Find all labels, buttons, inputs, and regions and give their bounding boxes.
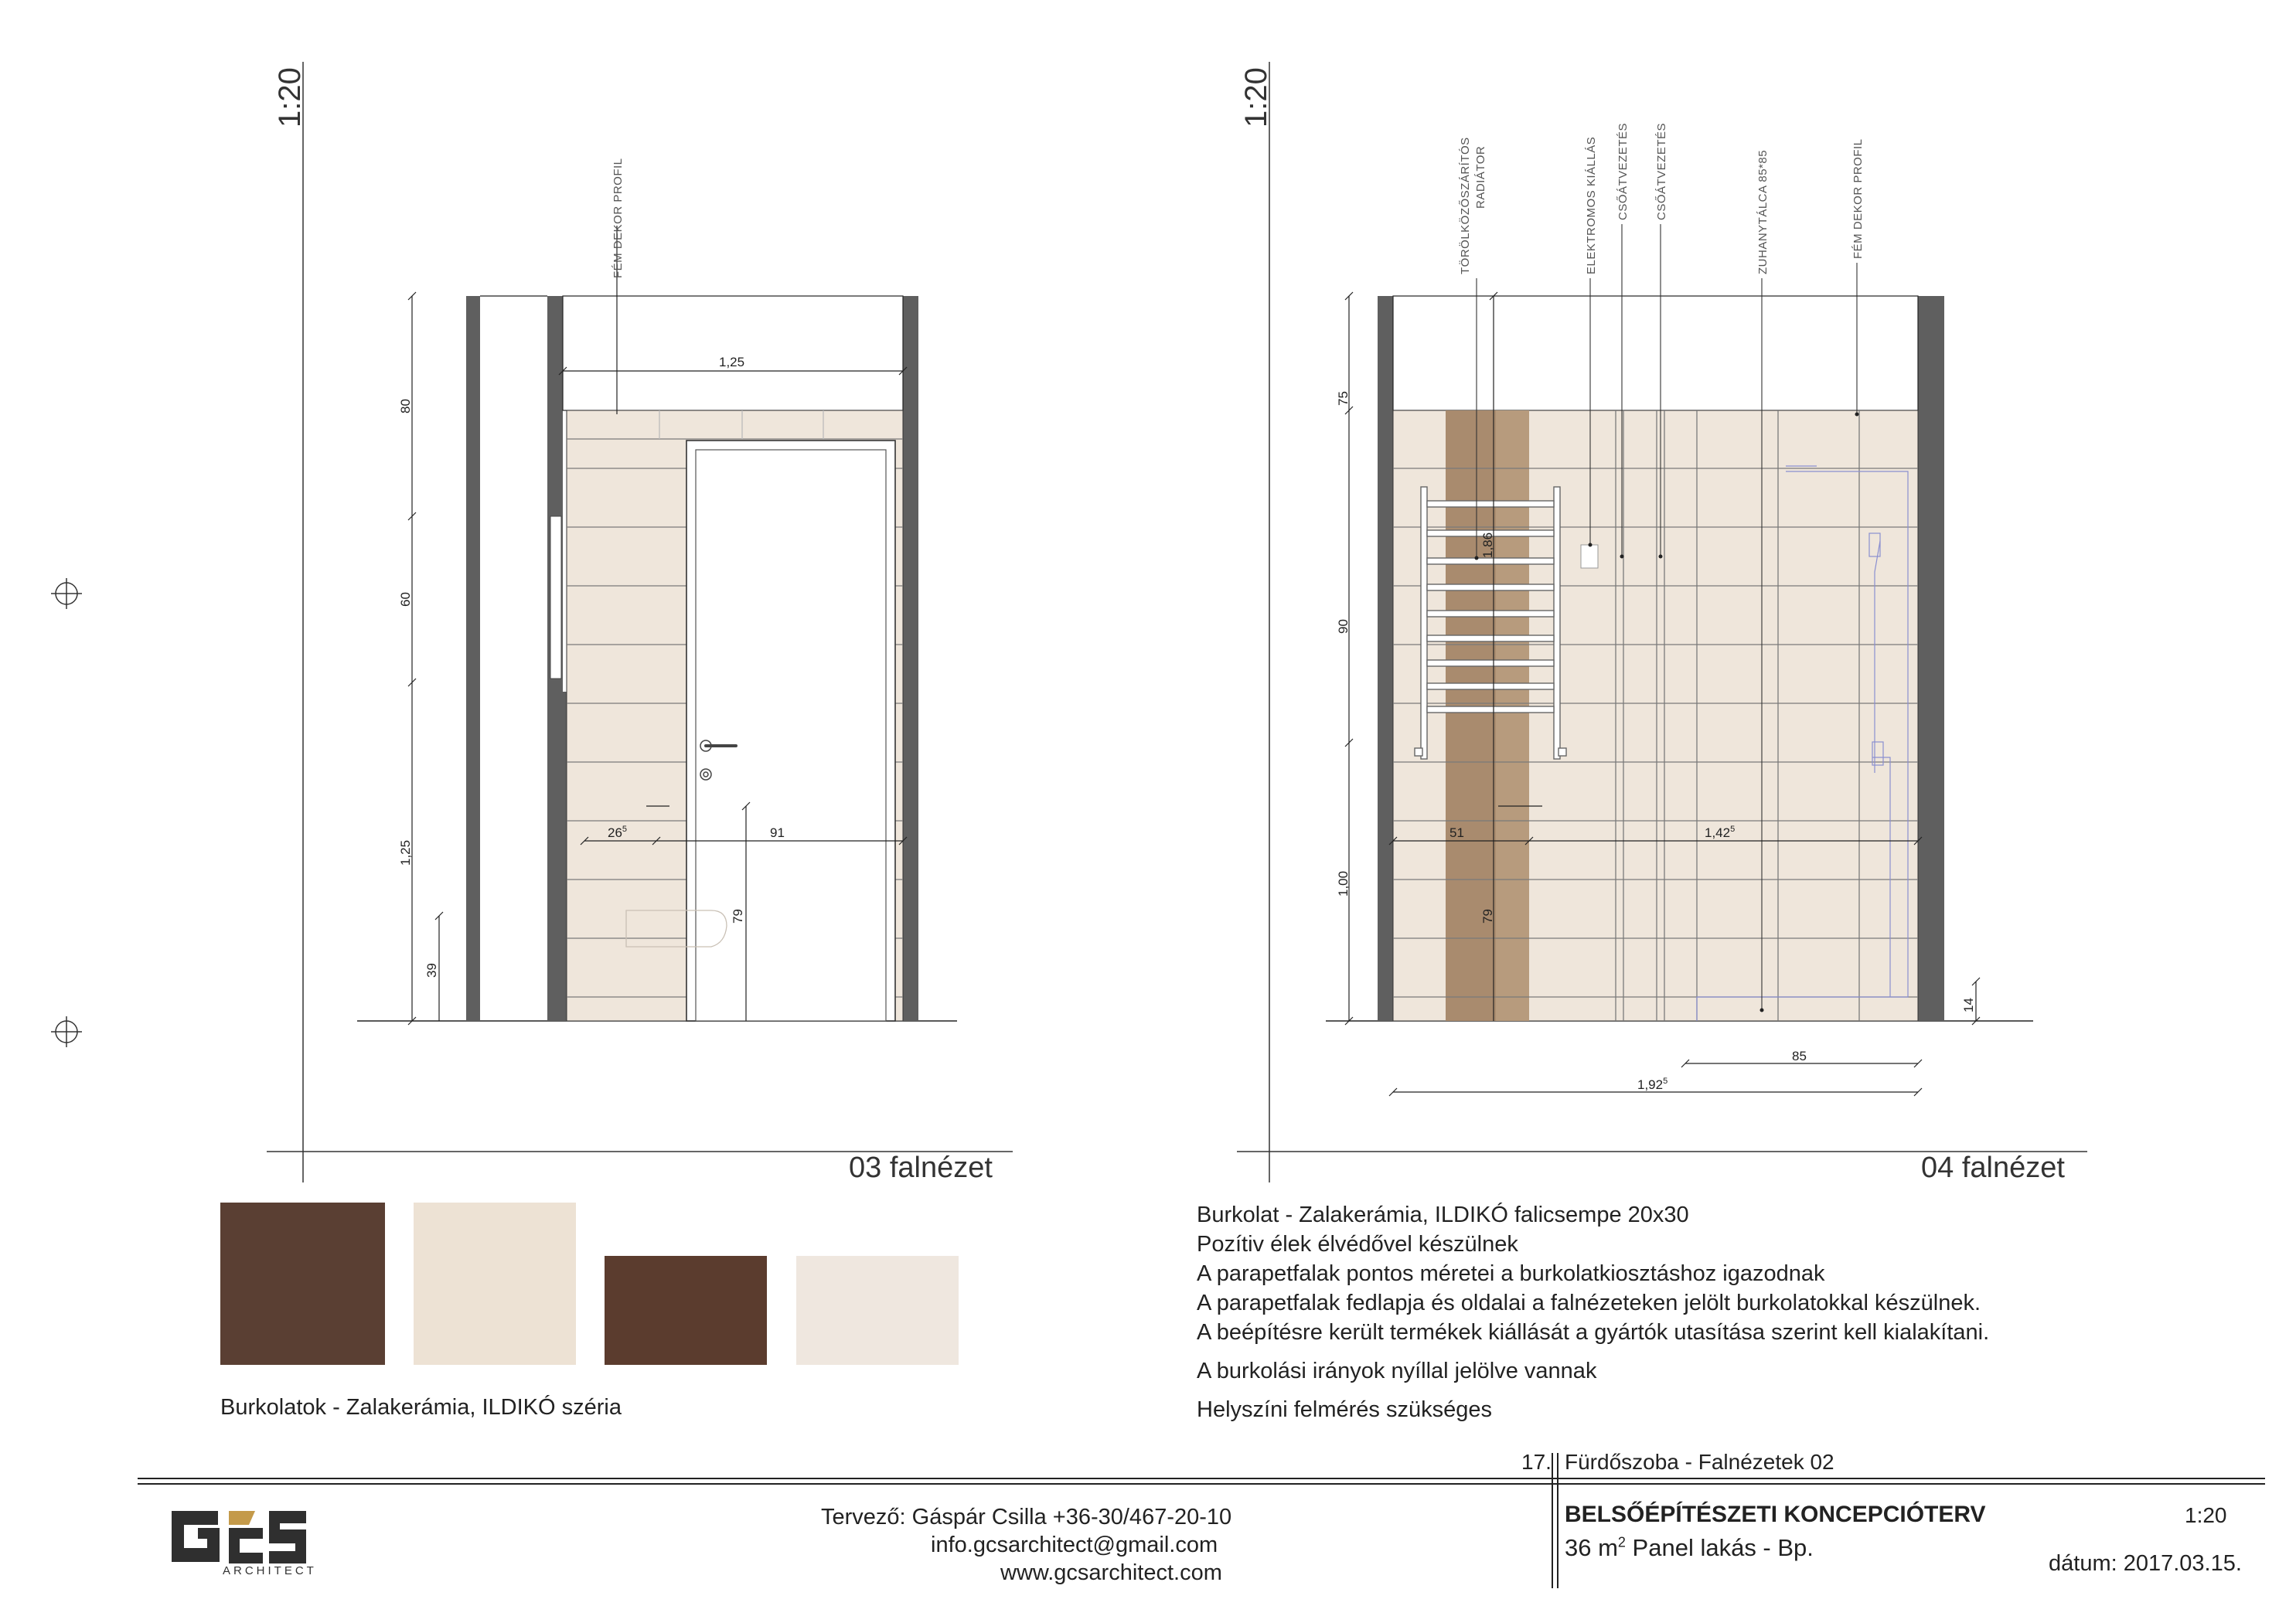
view-04-title: 04 falnézet — [1921, 1152, 2065, 1184]
dim-h-90: 90 — [1336, 619, 1351, 634]
note-line-3: A parapetfalak pontos méretei a burkolatkiosztáshoz igazodnak — [1197, 1261, 1825, 1286]
project-subtitle: 36 $m^2$ Panel lakás - Bp. — [1565, 1534, 1814, 1561]
note-line-1: Burkolat - Zalakerámia, ILDIKÓ falicsempe 20x30 — [1197, 1203, 1689, 1227]
swatch-caption: Burkolatok - Zalakerámia, ILDIKÓ széria — [220, 1395, 622, 1420]
view-03-ceiling-zone — [563, 296, 903, 410]
label-tray: ZUHANYTÁLCA 85*85 — [1756, 149, 1770, 274]
dim-26-5: $26^5$ — [608, 825, 628, 840]
registration-mark-top — [51, 578, 82, 609]
title-block-date: dátum: 2017.03.15. — [2049, 1551, 2242, 1576]
dim-14: 14 — [1961, 998, 1976, 1012]
dim-h-186: 1,86 — [1480, 532, 1495, 558]
registration-mark-bottom — [51, 1016, 82, 1047]
dim-79-door: 79 — [731, 909, 745, 924]
logo-sub: ARCHITECT — [223, 1564, 317, 1577]
note-line-5: A beépítésre került termékek kiállását a gyártók utasítása szerint kell kialakítani. — [1197, 1320, 1990, 1345]
swatch-cream-1 — [414, 1203, 576, 1365]
dim-h-125: 1,25 — [398, 839, 413, 866]
dim-h-100: 1,00 — [1336, 870, 1351, 897]
label-pipe-2: CSŐÁTVEZETÉS — [1655, 122, 1668, 220]
dim-91: 91 — [770, 825, 785, 840]
email-line: info.gcsarchitect@gmail.com — [931, 1533, 1218, 1557]
view-03-niche — [550, 516, 561, 679]
gcs-logo — [172, 1511, 317, 1577]
label-electric: ELEKTROMOS KIÁLLÁS — [1585, 136, 1598, 274]
label-profile-right: FÉM DEKOR PROFIL — [1851, 138, 1865, 259]
swatch-dark-brown-2 — [605, 1256, 767, 1365]
sheet-title: Fürdőszoba - Falnézetek 02 — [1565, 1450, 1834, 1474]
title-block-scale: 1:20 — [2185, 1503, 2227, 1527]
view-03-wall-left — [466, 296, 480, 1021]
view-03-title: 03 falnézet — [849, 1152, 993, 1184]
note-line-4: A parapetfalak fedlapja és oldalai a falnézeteken jelölt burkolatokkal készülnek. — [1197, 1291, 1981, 1315]
sheet-number: 17. — [1521, 1450, 1552, 1474]
dim-79-strip: 79 — [1480, 909, 1495, 924]
swatch-dark-brown-1 — [220, 1203, 385, 1365]
view-04-ceiling-zone — [1393, 296, 1918, 410]
label-pipe-1: CSŐÁTVEZETÉS — [1616, 122, 1630, 220]
swatch-cream-2 — [796, 1256, 959, 1365]
electric-outlet-icon — [1581, 545, 1598, 568]
dim-142-5: 1,42$^5$ — [1705, 825, 1736, 840]
designer-line: Tervező: Gáspár Csilla +36-30/467-20-10 — [821, 1505, 1232, 1529]
dim-width-top: 1,25 — [719, 355, 745, 369]
view-04-scale: 1:20 — [1239, 67, 1273, 128]
label-radiator-1: TÖRÖLKÖZŐSZÁRÍTÓS — [1459, 137, 1472, 274]
view-04-wall-right — [1918, 296, 1944, 1021]
view-03-wall-right — [903, 296, 918, 1021]
dim-51: 51 — [1449, 825, 1464, 840]
note-line-6: A burkolási irányok nyíllal jelölve vannak — [1197, 1359, 1597, 1383]
note-line-2: Pozítiv élek élvédővel készülnek — [1197, 1232, 1518, 1257]
view-03-scale: 1:20 — [273, 67, 307, 128]
note-line-7: Helyszíni felmérés szükséges — [1197, 1397, 1492, 1422]
web-line: www.gcsarchitect.com — [1000, 1560, 1222, 1585]
view-04-wall-left — [1378, 296, 1393, 1021]
dim-85: 85 — [1792, 1049, 1807, 1063]
view-03-label-profile: FÉM DEKOR PROFIL — [611, 158, 625, 278]
dim-h-39: 39 — [424, 963, 439, 978]
label-radiator-2: RADIÁTOR — [1474, 145, 1487, 209]
dim-h-60: 60 — [398, 592, 413, 607]
project-title: BELSŐÉPÍTÉSZETI KONCEPCIÓTERV — [1565, 1502, 1986, 1527]
dim-h-80: 80 — [398, 399, 413, 413]
dim-h-75: 75 — [1336, 391, 1351, 406]
dim-192-5: 1,92$^5$ — [1637, 1077, 1668, 1092]
